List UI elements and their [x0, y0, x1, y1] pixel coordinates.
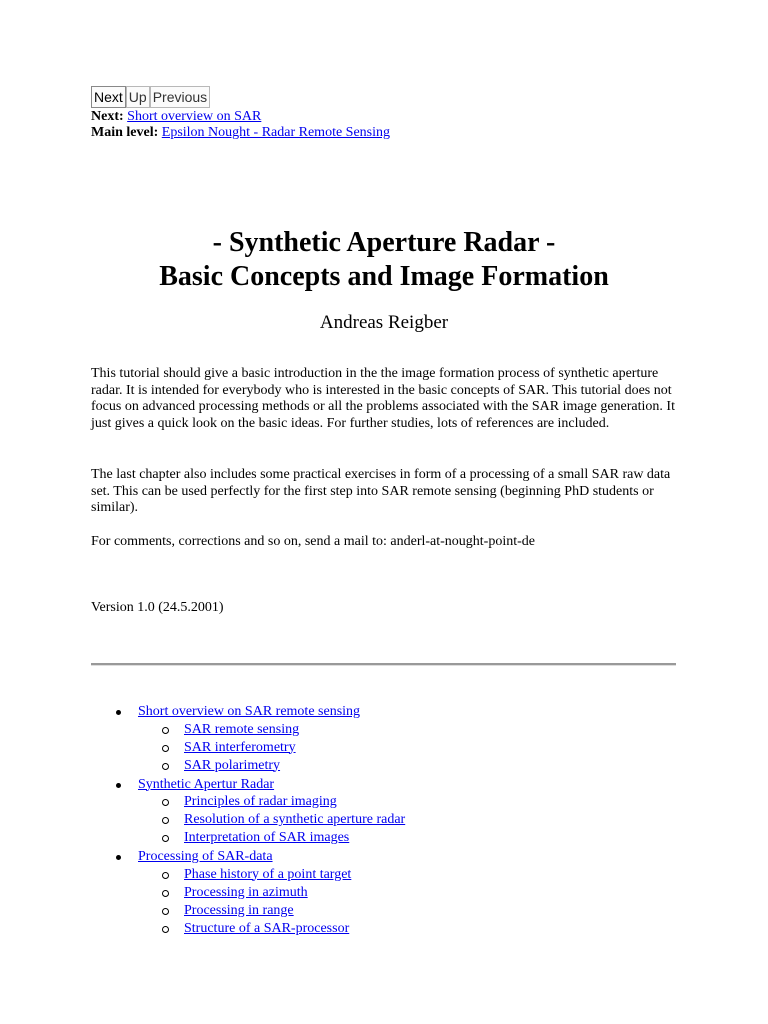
up-button[interactable]: Up: [126, 86, 150, 108]
toc-sublink[interactable]: SAR interferometry: [184, 739, 296, 755]
toc-subitem: [91, 866, 691, 884]
toc-link[interactable]: Processing of SAR-data: [138, 849, 273, 864]
circle-bullet-icon: [162, 872, 169, 879]
circle-bullet-icon: [162, 835, 169, 842]
toc-sublink[interactable]: Structure of a SAR-processor: [184, 920, 350, 936]
toc-subitem: [91, 902, 691, 920]
main-level-label: Main level:: [91, 125, 159, 140]
circle-bullet-icon: [162, 799, 169, 806]
toc-subitem: [91, 721, 691, 739]
toc-sublink[interactable]: SAR remote sensing: [184, 721, 300, 737]
circle-bullet-icon: [162, 908, 169, 915]
next-label: Next:: [91, 109, 124, 124]
bullet-icon: [116, 855, 121, 860]
toc-subitem: [91, 811, 691, 829]
contact-paragraph: For comments, corrections and so on, send a mail to: anderl-at-nought-point-de: [91, 534, 536, 549]
version-text: Version 1.0 (24.5.2001): [91, 600, 224, 615]
circle-bullet-icon: [162, 727, 169, 734]
page-title: [0, 226, 768, 294]
previous-button[interactable]: Previous: [150, 86, 210, 108]
toc-section: [91, 848, 691, 938]
main-level-link[interactable]: Epsilon Nought - Radar Remote Sensing: [161, 125, 391, 140]
title-line-2: Basic Concepts and Image Formation: [159, 261, 609, 292]
navigation-info: [91, 109, 390, 141]
toc-sublink[interactable]: Interpretation of SAR images: [184, 830, 350, 845]
title-line-1: - Synthetic Aperture Radar -: [212, 227, 556, 258]
next-button[interactable]: Next: [91, 86, 126, 108]
toc-sublink[interactable]: Resolution of a synthetic aperture radar: [184, 812, 406, 827]
next-link[interactable]: Short overview on SAR: [127, 109, 262, 124]
horizontal-divider: [91, 663, 676, 666]
circle-bullet-icon: [162, 745, 169, 752]
circle-bullet-icon: [162, 817, 169, 824]
toc-sublink[interactable]: Processing in azimuth: [184, 884, 308, 900]
bullet-icon: [116, 783, 121, 788]
table-of-contents: [91, 703, 691, 939]
exercises-paragraph: The last chapter also includes some practical exercises in form of a processing of a small SAR raw data set. This can be used perfectly for the first step into SAR remote sensing (beginning PhD students or similar).: [91, 467, 671, 515]
toc-subitem: [91, 884, 691, 902]
circle-bullet-icon: [162, 926, 169, 933]
navigation-bar: [91, 86, 210, 108]
toc-link[interactable]: Synthetic Apertur Radar: [138, 776, 275, 792]
toc-section: [91, 703, 691, 775]
circle-bullet-icon: [162, 763, 169, 770]
toc-sublink[interactable]: SAR polarimetry: [184, 757, 281, 773]
toc-subitem: [91, 829, 691, 847]
toc-link[interactable]: Short overview on SAR remote sensing: [138, 704, 361, 719]
toc-sublink[interactable]: Principles of radar imaging: [184, 794, 337, 809]
intro-paragraph: This tutorial should give a basic introduction in the the image formation process of synthetic aperture radar. It is intended for everybody who is interested in the basic concepts of SAR. This tutorial does not focus on advanced processing methods or all the problems associated with the SAR image generation. It just gives a quick look on the basic ideas. For further studies, lots of references are included.: [91, 366, 675, 431]
toc-sublink[interactable]: Phase history of a point target: [184, 866, 352, 882]
bullet-icon: [116, 710, 121, 715]
toc-section: [91, 776, 691, 848]
circle-bullet-icon: [162, 890, 169, 897]
author-name: Andreas Reigber: [319, 312, 449, 333]
toc-subitem: [91, 757, 691, 775]
toc-subitem: [91, 739, 691, 757]
toc-subitem: [91, 920, 691, 938]
toc-subitem: [91, 793, 691, 811]
toc-sublink[interactable]: Processing in range: [184, 902, 294, 918]
